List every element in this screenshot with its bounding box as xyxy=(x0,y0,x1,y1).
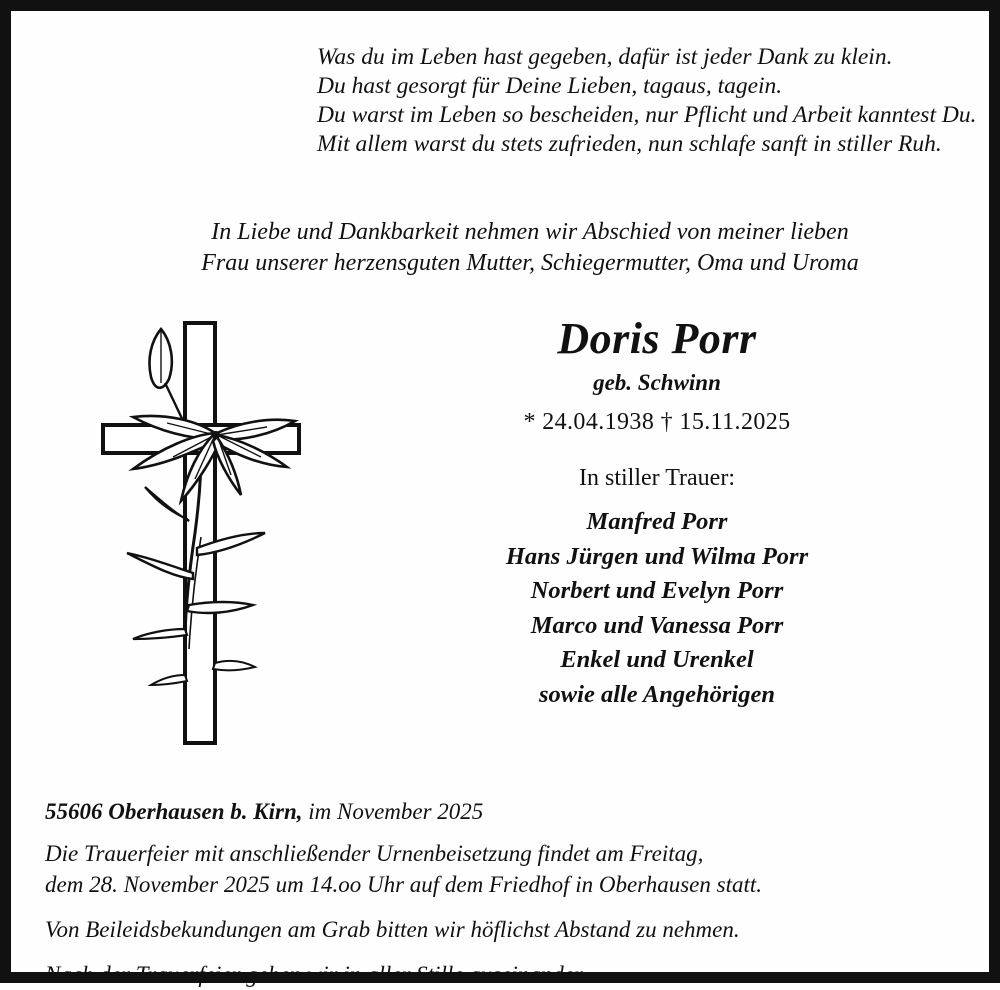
mourner-name: sowie alle Angehörigen xyxy=(539,680,775,708)
mourners-block xyxy=(337,461,977,712)
mourner-name: Enkel und Urenkel xyxy=(560,646,754,673)
service-line-2: dem 28. November 2025 um 14.oo Uhr auf dem Friedhof in Oberhausen statt. xyxy=(45,872,762,897)
verse-line: Du hast gesorgt für Deine Lieben, tagaus, tagein. xyxy=(317,73,783,99)
footer-block xyxy=(37,795,963,990)
obituary-inner xyxy=(11,11,989,987)
deceased-name-block xyxy=(337,313,977,439)
cross-with-lily-icon xyxy=(89,313,339,753)
deceased-maiden-name: geb. Schwinn xyxy=(593,370,721,395)
spacer xyxy=(45,829,963,838)
verse-line: Du warst im Leben so bescheiden, nur Pflicht und Arbeit kanntest Du. xyxy=(317,102,977,128)
mourner-name: Marco und Vanessa Porr xyxy=(530,611,784,639)
mourner-name: Manfred Porr xyxy=(586,508,728,535)
body-area xyxy=(37,313,963,783)
place-and-date-line xyxy=(45,795,963,829)
condolences-note: Von Beileidsbekundungen am Grab bitten wir höflichst Abstand zu nehmen. xyxy=(45,917,740,942)
verse-block xyxy=(37,43,977,159)
departure-note: Nach der Trauerfeier gehen wir in aller Stille auseinander. xyxy=(45,962,587,987)
place: 55606 Oberhausen b. Kirn, xyxy=(45,799,303,824)
spacer xyxy=(45,945,963,959)
intro-line: In Liebe und Dankbarkeit nehmen wir Abschied von meiner lieben xyxy=(211,219,849,245)
spacer xyxy=(45,900,963,914)
mourner-name: Hans Jürgen und Wilma Porr xyxy=(505,542,809,570)
verse-line: Was du im Leben hast gegeben, dafür ist jeder Dank zu klein. xyxy=(317,44,893,70)
mourning-heading: In stiller Trauer: xyxy=(579,465,735,491)
service-line-1: Die Trauerfeier mit anschließender Urnenbeisetzung findet am Freitag, xyxy=(45,841,704,866)
mourner-name: Norbert und Evelyn Porr xyxy=(530,577,784,604)
deceased-dates: * 24.04.1938 † 15.11.2025 xyxy=(523,409,791,435)
verse-line: Mit allem warst du stets zufrieden, nun schlafe sanft in stiller Ruh. xyxy=(317,131,942,157)
intro-line: Frau unserer herzensguten Mutter, Schiegermutter, Oma und Uroma xyxy=(201,250,859,276)
intro-block xyxy=(37,217,963,279)
announcement-date: im November 2025 xyxy=(302,799,484,824)
deceased-name: Doris Porr xyxy=(557,314,757,363)
